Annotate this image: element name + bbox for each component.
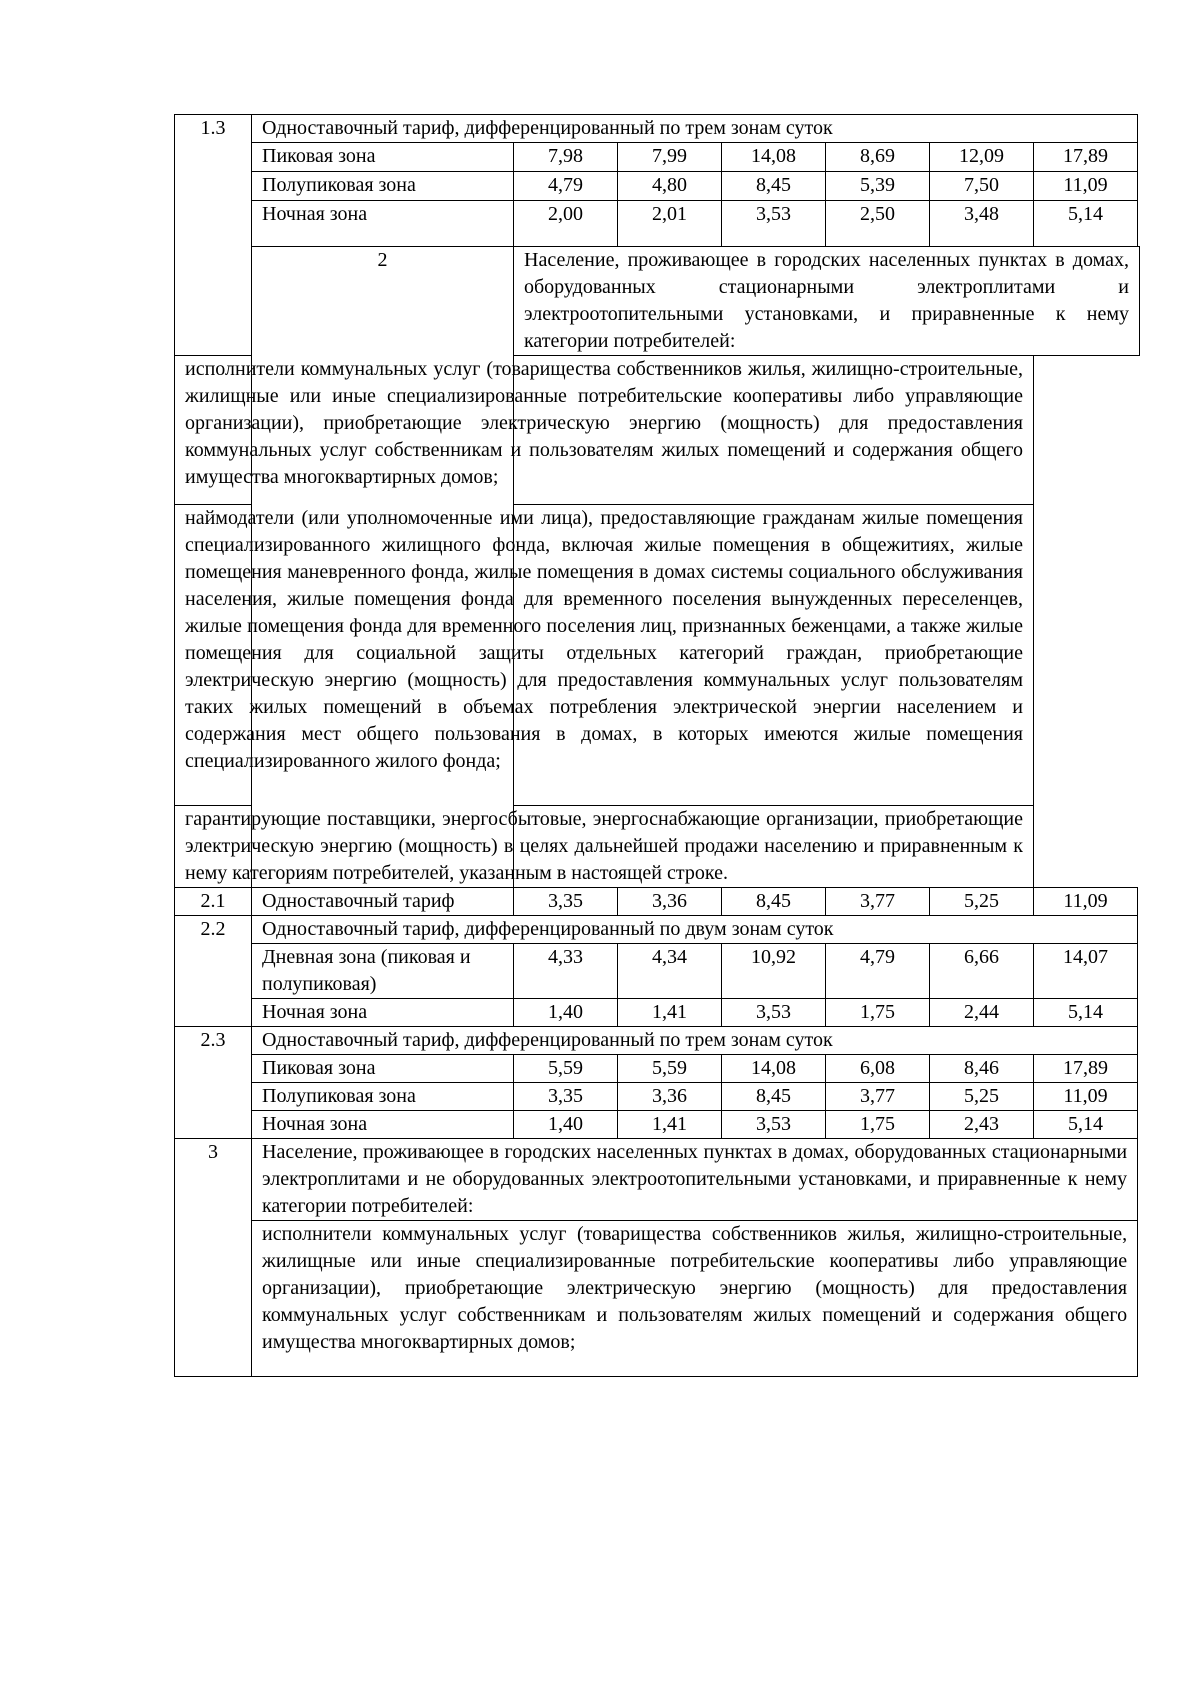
tariff-value: 14,08 [722, 143, 826, 172]
zone-label: Ночная зона [252, 1111, 514, 1139]
tariff-value: 7,99 [618, 143, 722, 172]
tariff-value: 5,59 [618, 1055, 722, 1083]
tariff-value: 3,77 [826, 888, 930, 916]
tariff-value: 1,41 [618, 1111, 722, 1139]
tariff-value: 3,77 [826, 1083, 930, 1111]
tariff-value: 4,34 [618, 944, 722, 999]
tariff-value: 4,79 [826, 944, 930, 999]
section-title: Одноставочный тариф, дифференцированный по двум зонам суток [252, 916, 1138, 944]
tariff-value: 7,98 [514, 143, 618, 172]
tariff-value: 1,75 [826, 1111, 930, 1139]
table-row [175, 201, 1140, 247]
tariff-value: 6,66 [930, 944, 1034, 999]
row-number: 3 [175, 1139, 252, 1377]
tariff-value: 17,89 [1034, 143, 1138, 172]
row-number: 2.1 [175, 888, 252, 916]
row-number: 2.2 [175, 916, 252, 1027]
table-row [175, 1139, 1140, 1221]
tariff-value: 5,25 [930, 888, 1034, 916]
row-number: 2 [252, 247, 514, 888]
tariff-value: 2,44 [930, 999, 1034, 1027]
tariff-value: 17,89 [1034, 1055, 1138, 1083]
zone-label: Дневная зона (пиковая и полупиковая) [252, 944, 514, 999]
table-row [175, 1083, 1140, 1111]
row-number: 2.3 [175, 1027, 252, 1139]
table-row [175, 172, 1140, 201]
tariff-value: 14,07 [1034, 944, 1138, 999]
tariff-value: 11,09 [1034, 172, 1138, 201]
tariff-value: 5,39 [826, 172, 930, 201]
tariff-table [174, 114, 1140, 1377]
tariff-value: 3,35 [514, 1083, 618, 1111]
tariff-label: Одноставочный тариф [252, 888, 514, 916]
tariff-value: 3,36 [618, 1083, 722, 1111]
category-description: Население, проживающее в городских населенных пунктах в домах, оборудованных стационарными электроплитами и электроотопительными установками, и приравненные к нему категории потребителей: [514, 247, 1140, 356]
table-row [175, 916, 1140, 944]
category-paragraph: гарантирующие поставщики, энергосбытовые, энергоснабжающие организации, приобретающие электрическую энергию (мощность) в целях дальнейшей продажи населению и приравненным к нему категориям потребителей, указанным в настоящей строке. [175, 806, 1034, 888]
tariff-value: 1,75 [826, 999, 930, 1027]
tariff-value: 1,41 [618, 999, 722, 1027]
tariff-value: 2,00 [514, 201, 618, 247]
tariff-value: 5,14 [1034, 999, 1138, 1027]
table-row [175, 944, 1140, 999]
section-title: Одноставочный тариф, дифференцированный по трем зонам суток [252, 1027, 1138, 1055]
tariff-value: 11,09 [1034, 888, 1138, 916]
category-paragraph: исполнители коммунальных услуг (товарищества собственников жилья, жилищно-строительные, жилищные или иные специализированные потребительские кооперативы либо управляющие организации), приобретающие электрическую энергию (мощность) для предоставления коммунальных услуг собственникам и пользователям жилых помещений и содержания общего имущества многоквартирных домов; [252, 1221, 1138, 1377]
tariff-value: 11,09 [1034, 1083, 1138, 1111]
tariff-value: 10,92 [722, 944, 826, 999]
tariff-value: 5,14 [1034, 1111, 1138, 1139]
table-row [175, 1027, 1140, 1055]
tariff-value: 1,40 [514, 999, 618, 1027]
tariff-value: 3,35 [514, 888, 618, 916]
zone-label: Пиковая зона [252, 143, 514, 172]
tariff-value: 12,09 [930, 143, 1034, 172]
zone-label: Ночная зона [252, 999, 514, 1027]
tariff-value: 2,01 [618, 201, 722, 247]
table-row [175, 1111, 1140, 1139]
zone-label: Полупиковая зона [252, 1083, 514, 1111]
tariff-value: 8,45 [722, 172, 826, 201]
tariff-value: 3,36 [618, 888, 722, 916]
zone-label: Пиковая зона [252, 1055, 514, 1083]
tariff-value: 3,53 [722, 1111, 826, 1139]
tariff-value: 3,53 [722, 999, 826, 1027]
tariff-value: 8,45 [722, 1083, 826, 1111]
tariff-value: 8,45 [722, 888, 826, 916]
table-row [175, 356, 1140, 505]
tariff-value: 5,59 [514, 1055, 618, 1083]
tariff-value: 5,14 [1034, 201, 1138, 247]
tariff-value: 8,69 [826, 143, 930, 172]
table-row [175, 247, 1140, 356]
tariff-value: 7,50 [930, 172, 1034, 201]
tariff-value: 4,33 [514, 944, 618, 999]
row-number: 1.3 [175, 115, 252, 356]
table-row [175, 115, 1140, 143]
zone-label: Ночная зона [252, 201, 514, 247]
tariff-value: 5,25 [930, 1083, 1034, 1111]
tariff-value: 6,08 [826, 1055, 930, 1083]
tariff-value: 2,43 [930, 1111, 1034, 1139]
category-paragraph: наймодатели (или уполномоченные ими лица), предоставляющие гражданам жилые помещения специализированного жилищного фонда, включая жилые помещения в общежитиях, жилые помещения маневренного фонда, жилые помещения в домах системы социального обслуживания населения, жилые помещения фонда для временного поселения вынужденных переселенцев, жилые помещения фонда для временного поселения лиц, признанных беженцами, а также жилые помещения для социальной защиты отдельных категорий граждан, приобретающие электрическую энергию (мощность) для предоставления коммунальных услуг пользователям таких жилых помещений в объемах потребления электрической энергии населением и содержания мест общего пользования в домах, в которых имеются жилые помещения специализированного жилого фонда; [175, 505, 1034, 806]
table-row [175, 143, 1140, 172]
tariff-value: 4,80 [618, 172, 722, 201]
category-paragraph: исполнители коммунальных услуг (товарищества собственников жилья, жилищно-строительные, жилищные или иные специализированные потребительские кооперативы либо управляющие организации), приобретающие электрическую энергию (мощность) для предоставления коммунальных услуг собственникам и пользователям жилых помещений и содержания общего имущества многоквартирных домов; [175, 356, 1034, 505]
tariff-value: 3,53 [722, 201, 826, 247]
tariff-value: 4,79 [514, 172, 618, 201]
tariff-value: 3,48 [930, 201, 1034, 247]
category-description: Население, проживающее в городских населенных пунктах в домах, оборудованных стационарными электроплитами и не оборудованных электроотопительными установками, и приравненные к нему категории потребителей: [252, 1139, 1138, 1221]
table-row [175, 1221, 1140, 1377]
section-title: Одноставочный тариф, дифференцированный по трем зонам суток [252, 115, 1138, 143]
table-row [175, 1055, 1140, 1083]
tariff-value: 14,08 [722, 1055, 826, 1083]
table-row [175, 999, 1140, 1027]
tariff-value: 1,40 [514, 1111, 618, 1139]
table-row [175, 505, 1140, 806]
tariff-value: 2,50 [826, 201, 930, 247]
table-row [175, 888, 1140, 916]
zone-label: Полупиковая зона [252, 172, 514, 201]
table-row [175, 806, 1140, 888]
tariff-value: 8,46 [930, 1055, 1034, 1083]
